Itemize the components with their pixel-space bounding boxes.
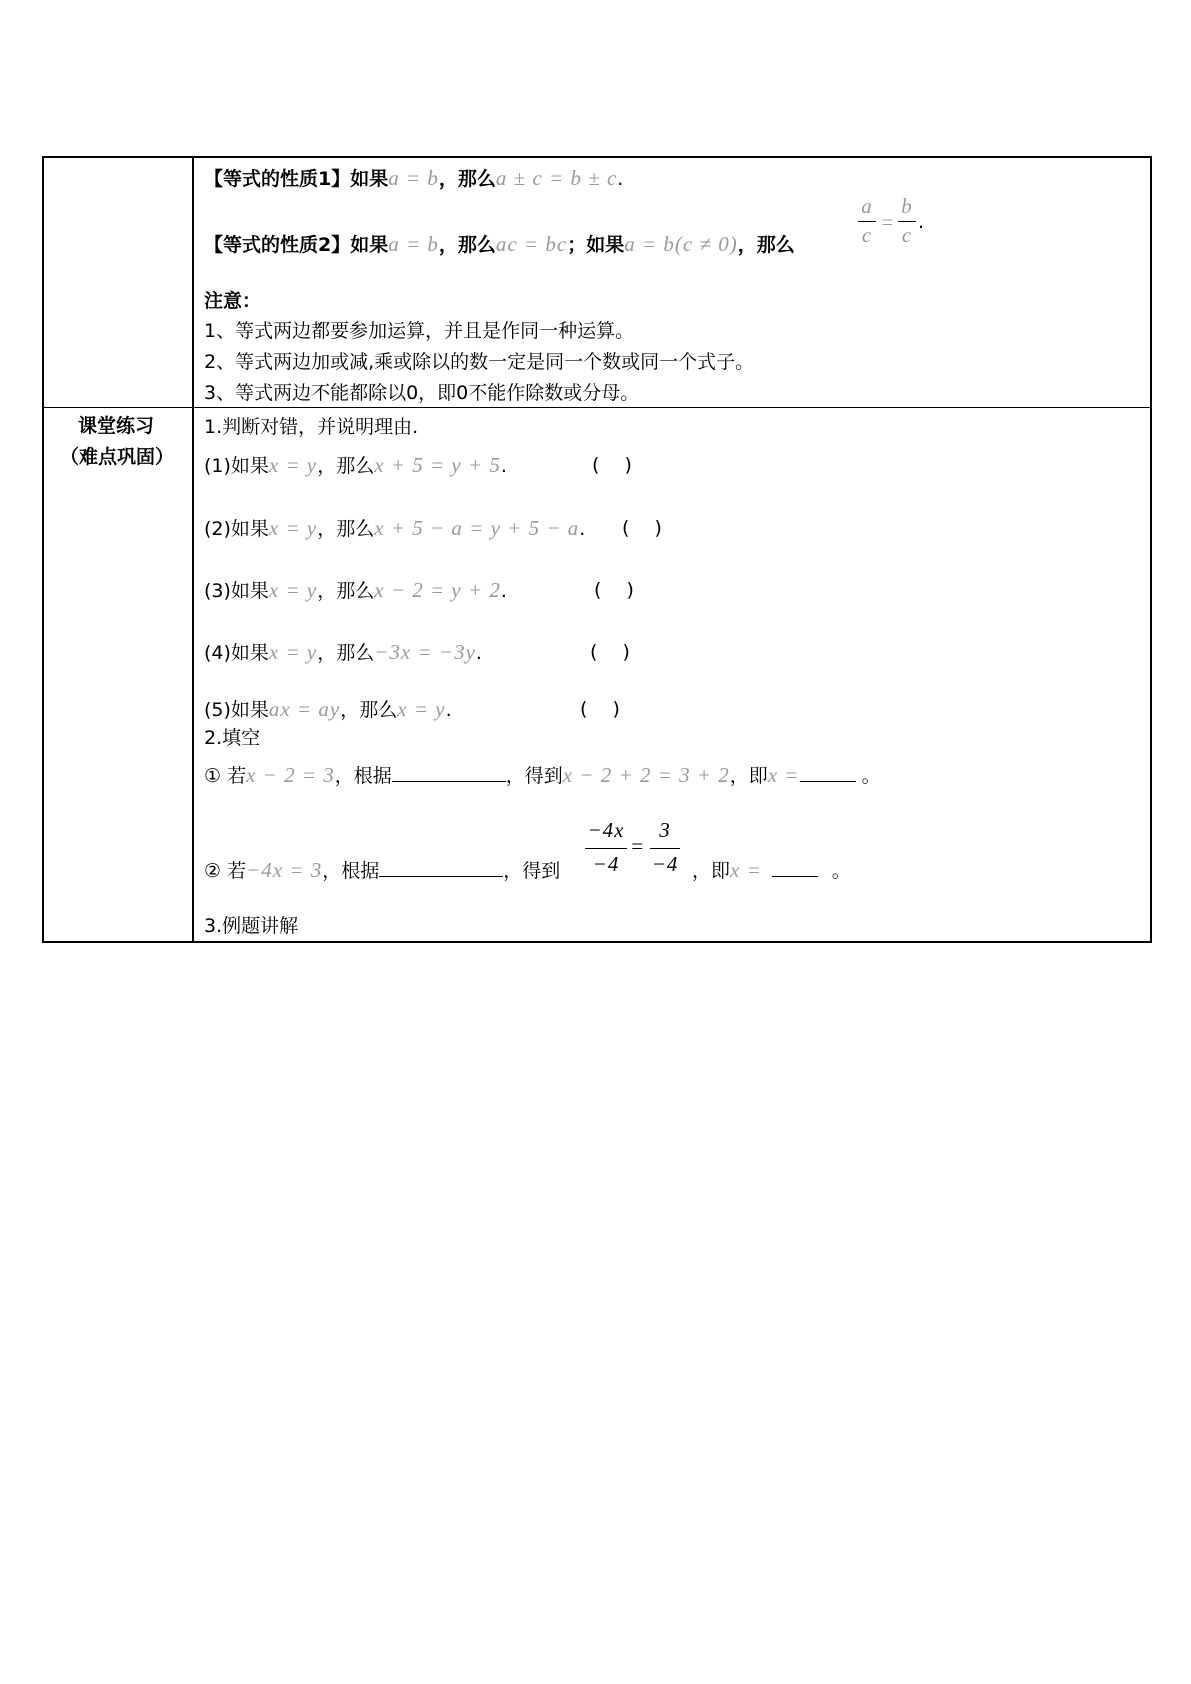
table-left-border — [42, 156, 44, 943]
table-bottom-border — [42, 941, 1152, 943]
property-2-label: 【等式的性质2】如果 — [204, 234, 389, 256]
fill-blank-reason-2[interactable] — [379, 858, 503, 877]
table-row-divider — [42, 407, 1152, 408]
question-2-title: 2.填空 — [204, 727, 261, 749]
note-item-1: 1、等式两边都要参加运算，并且是作同一种运算。 — [204, 320, 635, 342]
property-1-condition: a = b — [388, 166, 439, 190]
answer-paren-2[interactable]: ( ) — [622, 517, 662, 539]
notes-title: 注意： — [204, 290, 262, 312]
property-2-result: ac = bc — [495, 232, 568, 256]
question-1-item-5: (5)如果ax = ay，那么x = y. — [204, 697, 452, 721]
table-right-border — [1150, 156, 1152, 943]
answer-paren-4[interactable]: ( ) — [590, 641, 630, 663]
property-2-period: . — [918, 211, 925, 233]
question-3-title: 3.例题讲解 — [204, 915, 299, 937]
property-2-fraction-right: b c — [898, 194, 916, 250]
question-1-item-4: (4)如果x = y，那么−3x = −3y. — [204, 640, 482, 664]
question-2-fraction-right: 3 −4 — [651, 818, 679, 876]
property-1-then: ，那么 — [438, 168, 496, 190]
fill-blank-reason-1[interactable] — [392, 763, 506, 782]
property-1-label: 【等式的性质1】如果 — [204, 168, 389, 190]
answer-paren-5[interactable]: ( ) — [580, 698, 620, 720]
question-1-item-3: (3)如果x = y，那么x − 2 = y + 2. — [204, 578, 507, 602]
property-1-line — [204, 166, 623, 191]
note-item-3: 3、等式两边不能都除以0，即0不能作除数或分母。 — [204, 382, 640, 404]
fill-blank-answer-1[interactable] — [800, 763, 856, 782]
property-1-period: . — [617, 168, 624, 190]
table-column-divider — [192, 156, 194, 943]
note-item-2: 2、等式两边加或减,乘或除以的数一定是同一个数或同一个式子。 — [204, 351, 755, 373]
table-top-border — [42, 156, 1152, 158]
question-2-item-2-tail: ，即x = 。 — [692, 858, 851, 882]
property-2-line — [204, 232, 795, 257]
property-1-result: a ± c = b ± c — [495, 166, 618, 190]
section-subtitle: （难点巩固） — [60, 446, 175, 468]
question-1-title: 1.判断对错，并说明理由. — [204, 416, 419, 438]
property-2-then: ，那么 — [438, 234, 496, 256]
fill-blank-answer-2[interactable] — [772, 858, 818, 877]
section-title: 课堂练习 — [78, 415, 155, 437]
question-1-item-1: (1)如果x = y，那么x + 5 = y + 5. — [204, 453, 507, 477]
question-2-fraction-left: −4x −4 — [585, 818, 627, 880]
answer-paren-1[interactable]: ( ) — [592, 454, 632, 476]
property-2-fraction-equals: = — [880, 210, 896, 234]
property-2-fraction-left: a c — [858, 194, 876, 250]
property-2-then-2: ，那么 — [737, 234, 795, 256]
question-2-item-1: ① 若x − 2 = 3，根据 ，得到x − 2 + 2 = 3 + 2，即x = 。 — [204, 763, 881, 787]
answer-paren-3[interactable]: ( ) — [594, 579, 634, 601]
question-2-item-2-text: ② 若−4x = 3，根据 ，得到 — [204, 858, 561, 882]
property-2-condition-2: a = b(c ≠ 0) — [624, 232, 738, 256]
question-2-fraction-equals: = — [630, 834, 646, 858]
property-2-condition: a = b — [388, 232, 439, 256]
question-1-item-2: (2)如果x = y，那么x + 5 − a = y + 5 − a. — [204, 516, 586, 540]
property-2-separator: ；如果 — [567, 234, 625, 256]
